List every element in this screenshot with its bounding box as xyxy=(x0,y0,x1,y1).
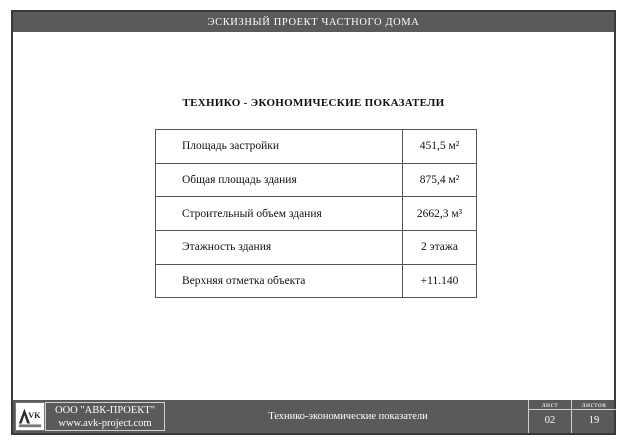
metric-value: 875,4 м² xyxy=(403,163,477,197)
metric-value: 451,5 м² xyxy=(403,130,477,164)
metric-label: Общая площадь здания xyxy=(156,163,403,197)
company-website[interactable]: www.avk-project.com xyxy=(58,418,152,429)
project-banner xyxy=(13,12,614,32)
metric-value: 2 этажа xyxy=(403,231,477,265)
table-row xyxy=(156,163,477,197)
sheet-number-cell xyxy=(528,400,571,433)
title-block xyxy=(13,400,614,433)
table-row xyxy=(156,130,477,164)
document-title: Технико-экономические показатели xyxy=(268,411,428,422)
svg-text:VK: VK xyxy=(28,410,41,420)
sheet-number: 02 xyxy=(544,415,556,426)
company-info xyxy=(45,402,165,431)
table-row xyxy=(156,231,477,265)
project-title: ЭСКИЗНЫЙ ПРОЕКТ ЧАСТНОГО ДОМА xyxy=(207,16,420,28)
metric-label: Этажность здания xyxy=(156,231,403,265)
metric-label: Площадь застройки xyxy=(156,130,403,164)
table-row xyxy=(156,264,477,298)
company-logo-icon xyxy=(16,403,44,430)
metric-value: 2662,3 м³ xyxy=(403,197,477,231)
company-logo xyxy=(15,402,45,431)
drawing-sheet xyxy=(11,10,616,435)
metric-value: +11.140 xyxy=(403,264,477,298)
sheets-total: 19 xyxy=(588,415,600,426)
company-name: ООО "АВК-ПРОЕКТ" xyxy=(55,405,155,416)
section-title: ТЕХНИКО - ЭКОНОМИЧЕСКИЕ ПОКАЗАТЕЛИ xyxy=(182,97,445,109)
metric-label: Верхняя отметка объекта xyxy=(156,264,403,298)
metric-label: Строительный объем здания xyxy=(156,197,403,231)
metrics-table xyxy=(155,129,477,298)
sheets-label: листов xyxy=(572,400,616,410)
sheet-label: лист xyxy=(529,400,571,410)
table-row xyxy=(156,197,477,231)
sheets-total-cell xyxy=(571,400,616,433)
